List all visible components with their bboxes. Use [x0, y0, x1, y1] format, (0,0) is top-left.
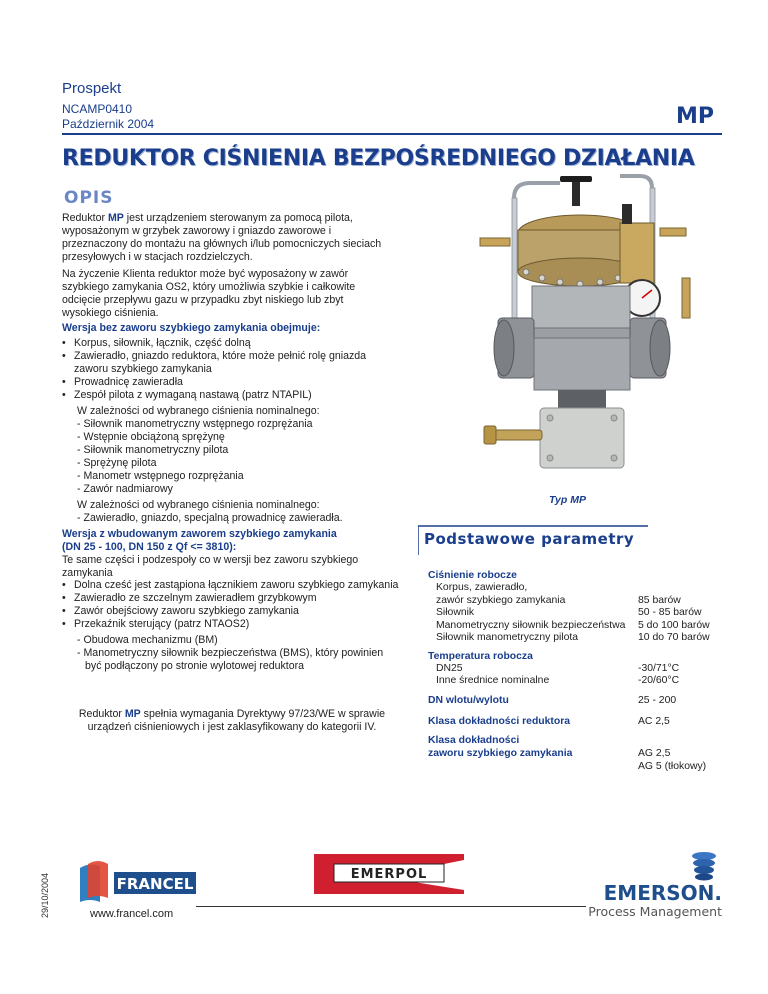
version-1-heading: Wersja bez zaworu szybkiego zamykania obejmuje: — [62, 322, 321, 334]
emerpol-logo — [314, 850, 464, 896]
list-item: - Manometr wstępnego rozprężania — [77, 470, 244, 482]
doc-type-label: Prospekt — [62, 80, 122, 97]
sub-intro: W zależności od wybranego ciśnienia nominalnego: — [77, 405, 320, 417]
list-item: - Obudowa mechanizmu (BM) — [77, 634, 218, 646]
list-item: • Zawieradło, gniazdo reduktora, które może pełnić rolę gniazda zaworu szybkiego zamykania — [62, 350, 402, 376]
photo-caption: Typ MP — [549, 494, 586, 506]
list-item: - Siłownik manometryczny pilota — [77, 444, 229, 456]
params-title: Podstawowe parametry — [424, 530, 635, 548]
side-date: 29/10/2004 — [40, 872, 50, 918]
footer-divider — [196, 906, 586, 907]
description — [62, 212, 392, 324]
list-item: - Zawieradło, gniazdo, specjalną prowadnicę zawieradła. — [77, 512, 343, 524]
list-item: - Wstępnie obciążoną sprężynę — [77, 431, 225, 443]
version-2-heading-line-2: (DN 25 - 100, DN 150 z Qf <= 3810): — [62, 541, 237, 553]
header-divider — [62, 133, 722, 135]
param-row: DN wlotu/wylotu 25 - 200 — [428, 694, 677, 706]
emerson-wordmark: EMERSON. — [603, 881, 722, 905]
list-item: - Siłownik manometryczny wstępnego rozprężania — [77, 418, 313, 430]
list-item: • Zawieradło ze szczelnym zawieradłem grzybkowym — [62, 592, 402, 605]
param-row: Korpus, zawieradło, — [436, 582, 528, 593]
sub-intro: W zależności od wybranego ciśnienia nominalnego: — [77, 499, 320, 511]
product-photo — [470, 168, 720, 488]
francel-wordmark: FRANCEL — [116, 875, 194, 893]
emerson-subtitle: Process Management — [588, 904, 722, 919]
emerson-logo — [582, 848, 727, 920]
description-paragraph-1: Reduktor MP jest urządzeniem sterowanym za pomocą pilota, wyposażonym w grzybek zaworowy i gniazdo zaworowe i przeznaczony do montażu na głównych i/lub pomocniczych sieciach przesyłowych i w stacjach rozdzielczych. — [62, 212, 382, 263]
version-2-heading — [62, 528, 402, 580]
list-item: • Przekaźnik sterujący (patrz NTAOS2) — [62, 618, 402, 631]
param-row: Klasa dokładności zaworu szybkiego zamykania AG 2,5 AG 5 (tłokowy) — [428, 734, 707, 772]
description-paragraph-2: Na życzenie Klienta reduktor może być wyposażony w zawór szybkiego zamykania OS2, który umożliwia szybkie i całkowite odcięcie przepływu gazu w przypadku zbyt niskiego lub zbyt wysokiego ciśnienia. — [62, 268, 356, 319]
version-2-intro: Te same części i podzespoły co w wersji bez zaworu szybkiego zamykania — [62, 554, 359, 579]
version-2-heading-line-1: Wersja z wbudowanym zaworem szybkiego zamykania — [62, 528, 337, 540]
version-1-list — [62, 337, 402, 402]
version-1-content — [62, 337, 402, 525]
ped-compliance-note: Reduktor MP spełnia wymagania Dyrektywy 97/23/WE w sprawie urządzeń ciśnieniowych i jest zaklasyfikowany do kategorii IV. — [78, 708, 386, 733]
param-row: Siłownik 50 - 85 barów — [436, 607, 702, 618]
param-group-heading: Ciśnienie robocze — [428, 570, 517, 581]
version-2-list — [62, 579, 402, 631]
francel-logo — [78, 858, 198, 908]
params-table — [428, 566, 718, 773]
footer-url: www.francel.com — [90, 908, 174, 920]
list-item: - Manometryczny siłownik bezpieczeństwa (BMS), który powinien być podłączony po stronie wylotowej reduktora — [77, 647, 384, 672]
emerpol-wordmark: EMERPOL — [350, 867, 428, 882]
param-row: Manometryczny siłownik bezpieczeństwa 5 do 100 barów — [436, 619, 710, 631]
list-item: • Zawór obejściowy zaworu szybkiego zamykania — [62, 605, 402, 618]
list-item: • Korpus, siłownik, łącznik, część dolną — [62, 337, 402, 350]
list-item: - Sprężynę pilota — [77, 457, 157, 469]
model-code: MP — [675, 104, 714, 129]
param-row: Inne średnice nominalne -20/60°C — [436, 675, 680, 686]
list-item: - Zawór nadmiarowy — [77, 483, 173, 495]
version-2-content — [62, 579, 402, 673]
page-title: REDUKTOR CIŚNIENIA BEZPOŚREDNIEGO DZIAŁANIA — [62, 146, 695, 171]
list-item: • Zespół pilota z wymaganą nastawą (patrz NTAPIL) — [62, 389, 402, 402]
param-row: zawór szybkiego zamykania 85 barów — [436, 594, 681, 606]
list-item: • Dolna cześć jest zastąpiona łącznikiem zaworu szybkiego zamykania — [62, 579, 402, 592]
param-row: DN25 -30/71°C — [436, 662, 680, 674]
section-heading-opis: OPIS — [64, 188, 114, 208]
list-item: • Prowadnicę zawieradła — [62, 376, 402, 389]
param-group-heading: Temperatura robocza — [428, 650, 533, 662]
param-row: Klasa dokładności reduktora AC 2,5 — [428, 715, 670, 727]
doc-date: Październik 2004 — [62, 117, 155, 131]
param-row: Siłownik manometryczny pilota 10 do 70 barów — [436, 632, 710, 643]
doc-code: NCAMP0410 — [62, 102, 133, 116]
